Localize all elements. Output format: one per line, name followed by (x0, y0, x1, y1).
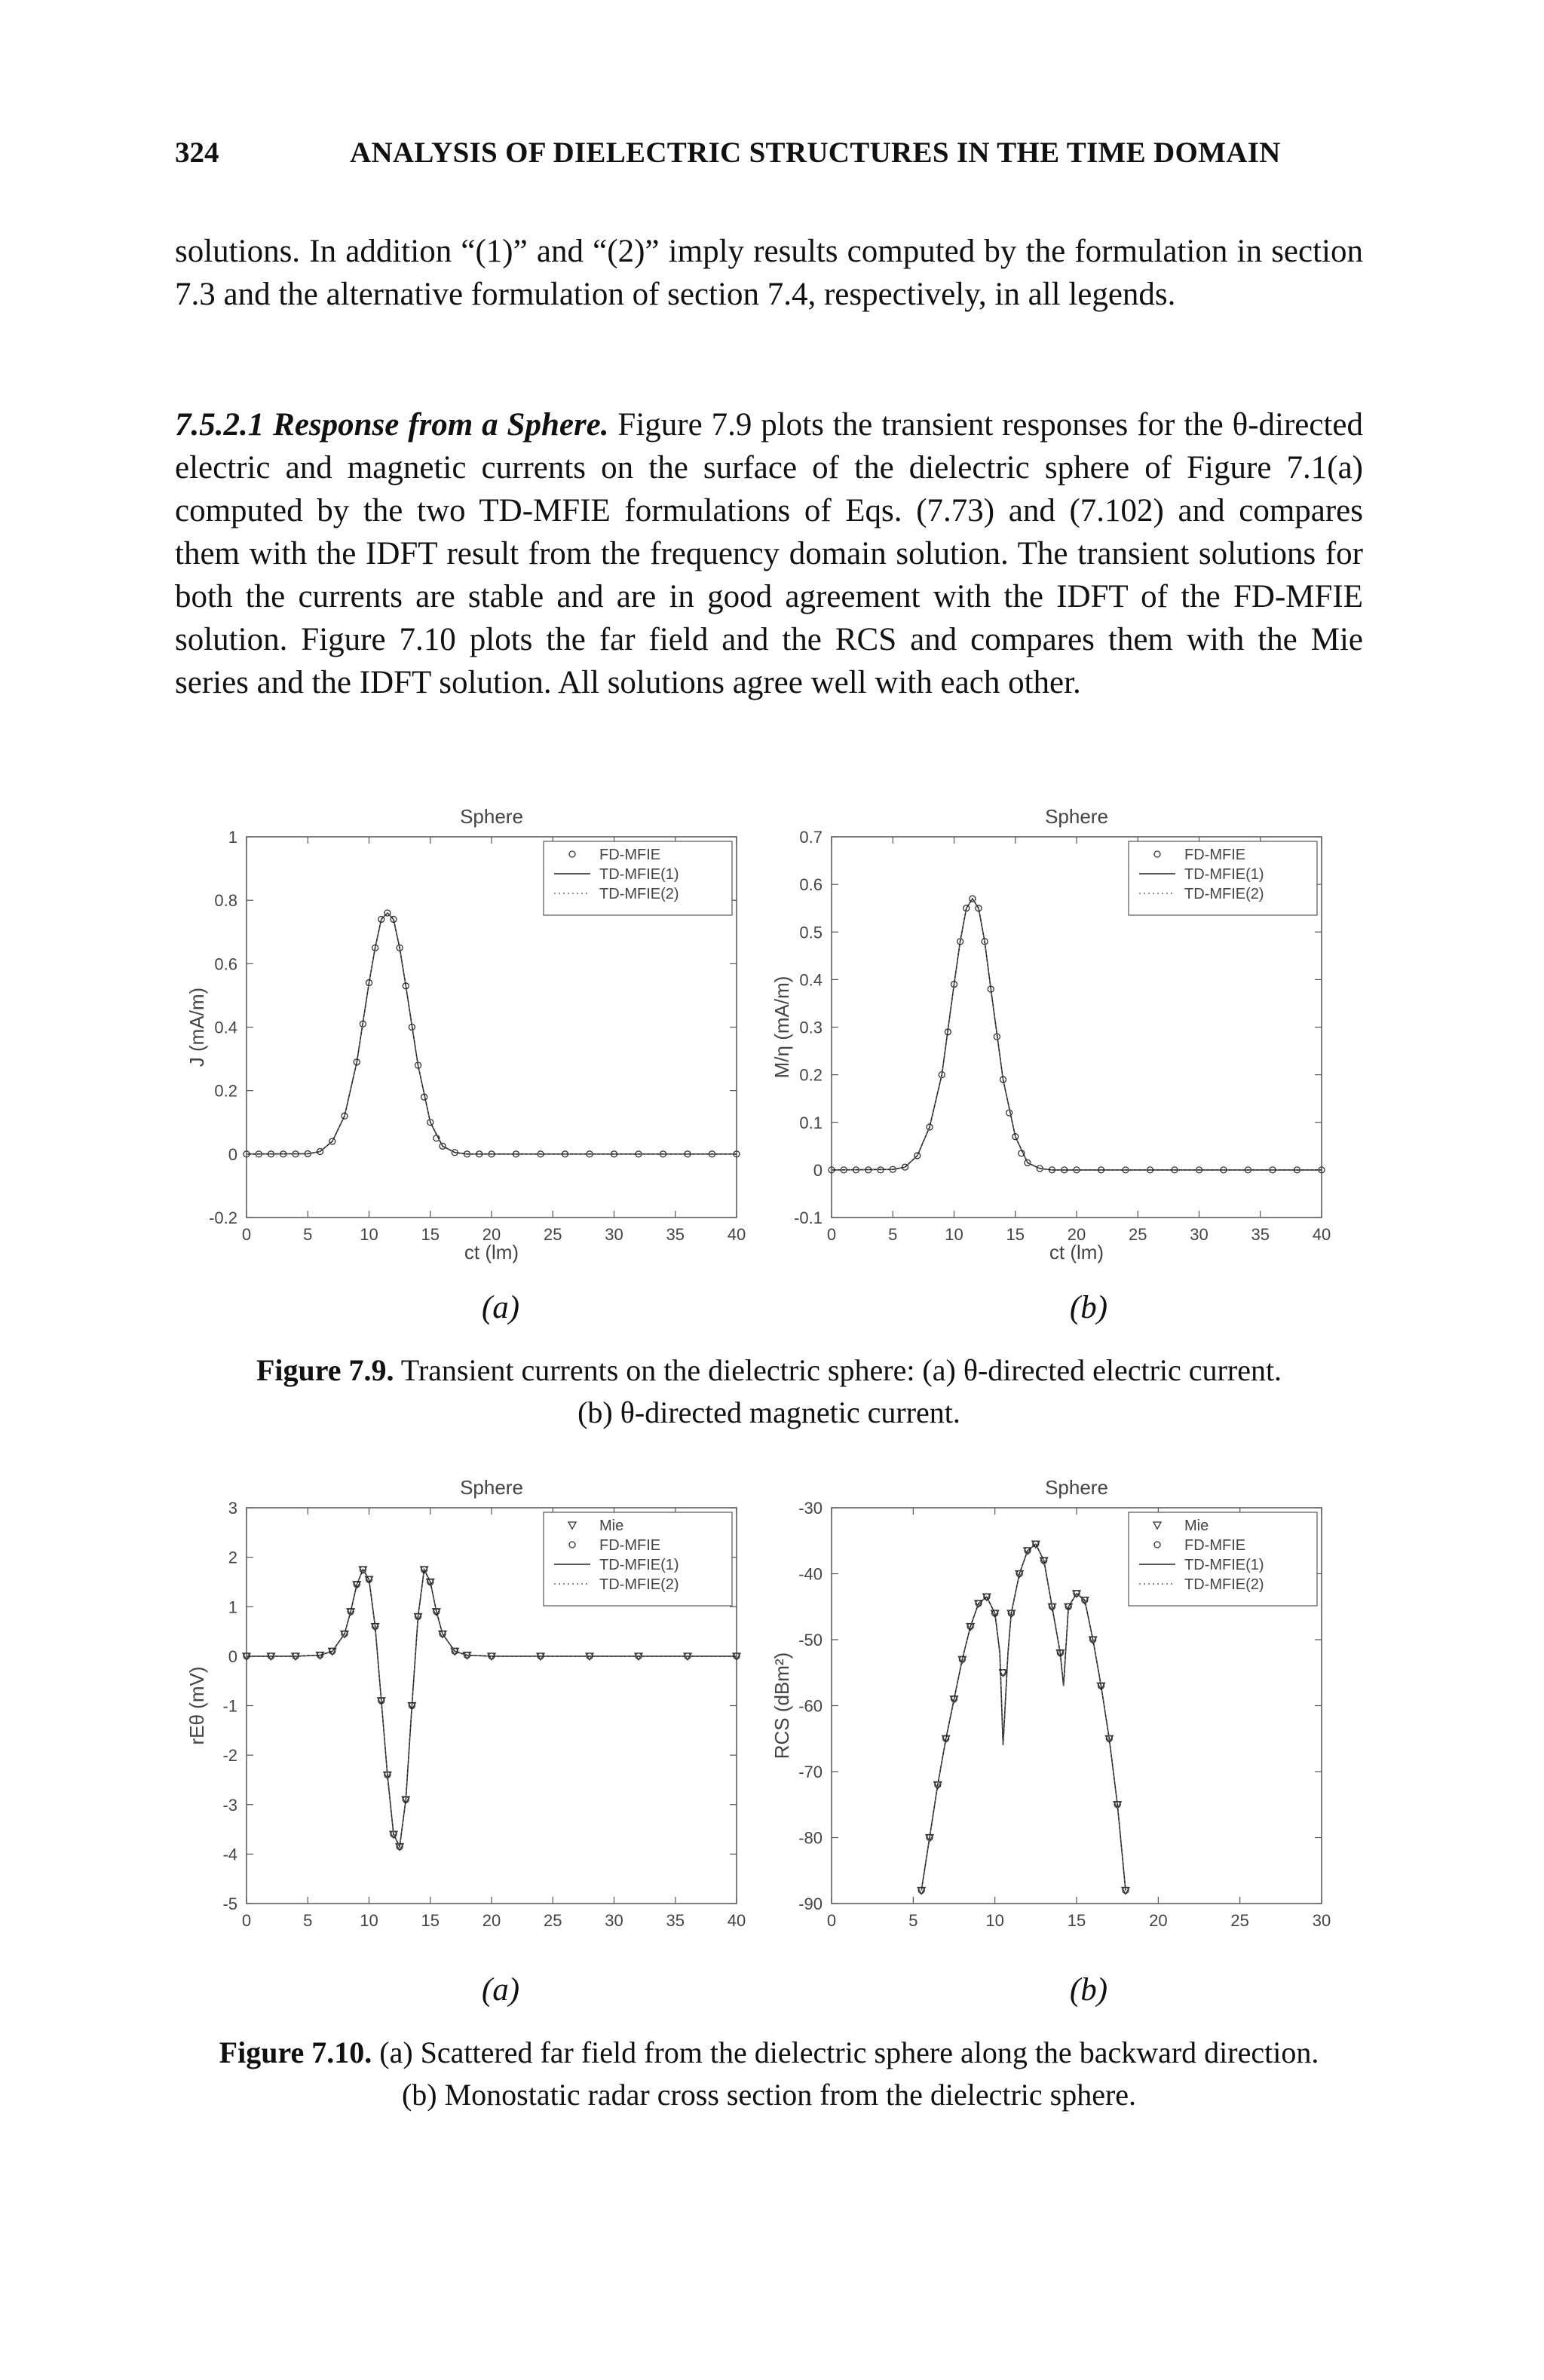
y-tick-label: -30 (798, 1499, 823, 1518)
legend-label: Mie (599, 1518, 624, 1534)
series-td-mfie-2-line (247, 1570, 737, 1847)
y-tick-label: 0.4 (214, 1018, 237, 1037)
y-tick-label: 0 (813, 1160, 823, 1180)
series-td-mfie-1-line (247, 913, 737, 1154)
y-tick-label: -80 (798, 1828, 823, 1848)
x-tick-label: 20 (1067, 1225, 1086, 1244)
y-tick-label: 0.8 (214, 891, 237, 911)
legend-label: TD-MFIE(1) (599, 1557, 679, 1573)
x-tick-label: 40 (727, 1911, 746, 1930)
fig7-10-caption (175, 2032, 1363, 2116)
y-tick-label: -40 (798, 1564, 823, 1584)
series-td-mfie-1-line (921, 1544, 1126, 1890)
fig7-10-caption-label: Figure 7.10. (219, 2035, 372, 2069)
fig7-9-caption-text1: Transient currents on the dielectric sphere: (a) θ-directed electric current. (394, 1353, 1282, 1387)
y-tick-label: 0.1 (799, 1113, 823, 1132)
legend-label: FD-MFIE (1184, 847, 1246, 863)
y-tick-label: 0.2 (214, 1081, 237, 1101)
x-tick-label: 20 (1149, 1911, 1168, 1930)
series-td-mfie-1-line (832, 899, 1322, 1170)
legend-label: Mie (1184, 1518, 1209, 1534)
x-tick-label: 5 (908, 1911, 918, 1930)
y-axis-label: rEθ (mV) (185, 1666, 208, 1745)
x-tick-label: 35 (666, 1911, 685, 1930)
chart-fig7-10b (760, 1466, 1363, 1934)
chart-title: Sphere (1045, 1476, 1108, 1499)
fig7-10-caption-line2: (b) Monostatic radar cross section from the dielectric sphere. (401, 2078, 1137, 2112)
x-tick-label: 25 (1230, 1911, 1249, 1930)
x-tick-label: 0 (826, 1911, 837, 1930)
fig7-10-sublabel-b: (b) (1069, 1972, 1108, 2008)
legend-label: TD-MFIE(1) (1184, 866, 1264, 883)
x-tick-label: 5 (303, 1225, 313, 1244)
x-tick-label: 25 (544, 1911, 562, 1930)
series-td-mfie-2-line (832, 899, 1322, 1170)
y-tick-label: -50 (798, 1631, 823, 1649)
legend-label: TD-MFIE(1) (1184, 1557, 1264, 1573)
legend-label: TD-MFIE(2) (599, 886, 679, 902)
y-tick-label: -1 (222, 1696, 237, 1716)
x-tick-label: 15 (421, 1911, 440, 1930)
y-tick-label: 0.6 (214, 954, 237, 974)
chart-fig7-10b-svg (760, 1466, 1363, 1934)
chart-fig7-10a-svg (175, 1466, 778, 1934)
x-tick-label: 30 (605, 1225, 623, 1244)
y-tick-label: -2 (222, 1746, 237, 1766)
series-td-mfie-1-line (247, 1570, 737, 1847)
x-axis-label: ct (lm) (464, 1241, 519, 1264)
x-tick-label: 10 (945, 1225, 963, 1244)
y-tick-label: 0 (228, 1144, 237, 1164)
y-tick-label: -0.2 (209, 1208, 237, 1227)
chart-fig7-9a (175, 784, 778, 1282)
fig7-10-sublabel-a: (a) (481, 1972, 520, 2008)
fig7-9-caption-label: Figure 7.9. (256, 1353, 394, 1387)
fig7-10-caption-line1 (175, 2032, 1363, 2074)
running-header (175, 136, 1363, 181)
y-tick-label: 1 (228, 828, 237, 847)
y-tick-label: 0.2 (799, 1065, 823, 1085)
chart-title: Sphere (1045, 805, 1108, 828)
x-tick-label: 0 (241, 1911, 252, 1930)
y-tick-label: 0.7 (799, 828, 823, 847)
y-axis-label: J (mA/m) (185, 987, 208, 1067)
x-tick-label: 10 (360, 1225, 378, 1244)
y-tick-label: 0.4 (799, 970, 823, 990)
y-tick-label: 0.5 (799, 923, 823, 942)
x-tick-label: 15 (1006, 1225, 1025, 1244)
x-tick-label: 30 (1190, 1225, 1209, 1244)
section-heading: 7.5.2.1 Response from a Sphere. (175, 407, 609, 443)
x-tick-label: 25 (1129, 1225, 1147, 1244)
paragraph-sphere-response (175, 403, 1363, 704)
x-tick-label: 10 (360, 1911, 378, 1930)
legend-label: FD-MFIE (599, 847, 661, 863)
x-tick-label: 5 (888, 1225, 898, 1244)
x-tick-label: 30 (1312, 1911, 1331, 1930)
y-tick-label: 2 (228, 1548, 237, 1567)
y-axis-label: RCS (dBm²) (770, 1652, 793, 1760)
x-tick-label: 40 (727, 1225, 746, 1244)
x-tick-label: 20 (482, 1225, 501, 1244)
x-tick-label: 20 (482, 1911, 501, 1930)
x-axis-label: ct (lm) (1049, 1241, 1104, 1264)
legend-label: TD-MFIE(1) (599, 866, 679, 883)
paragraph-legend-note: solutions. In addition “(1)” and “(2)” imply results computed by the formulation in section 7.3 and the alternative formulation of section 7.4, respectively, in all legends. (175, 234, 1363, 312)
y-tick-label: 0.3 (799, 1018, 823, 1037)
y-tick-label: -4 (222, 1845, 237, 1864)
legend-label: FD-MFIE (599, 1537, 661, 1554)
fig7-9-caption-line2: (b) θ-directed magnetic current. (577, 1395, 960, 1429)
y-tick-label: 1 (228, 1597, 237, 1617)
page-number: 324 (175, 136, 219, 169)
x-tick-label: 10 (985, 1911, 1004, 1930)
y-tick-label: -0.1 (794, 1208, 823, 1227)
x-tick-label: 0 (826, 1225, 837, 1244)
y-tick-label: -90 (798, 1895, 823, 1913)
chart-fig7-9b-svg (760, 784, 1363, 1282)
series-td-mfie-2-line (247, 913, 737, 1154)
chart-fig7-9b (760, 784, 1363, 1282)
x-tick-label: 5 (303, 1911, 313, 1930)
x-tick-label: 15 (421, 1225, 440, 1244)
x-tick-label: 15 (1067, 1911, 1086, 1930)
chart-fig7-10a (175, 1466, 778, 1934)
running-title: ANALYSIS OF DIELECTRIC STRUCTURES IN THE TIME DOMAIN (350, 136, 1281, 169)
fig7-9-sublabel-a: (a) (481, 1290, 520, 1325)
y-tick-label: 0.6 (799, 875, 823, 895)
y-tick-label: -5 (222, 1895, 237, 1913)
fig7-10-caption-text1: (a) Scattered far field from the dielectric sphere along the backward direction. (372, 2035, 1319, 2069)
y-tick-label: -70 (798, 1763, 823, 1781)
paragraph-body: Figure 7.9 plots the transient responses for the θ-directed electric and magnetic currents on the surface of the dielectric sphere of Figure 7.1(a) computed by the two TD-MFIE formulations of Eqs. (7.73) and (7.102) and compares them with the IDFT result from the frequency domain solution. The transient solutions for both the currents are stable and are in good agreement with the IDFT of the FD-MFIE solution. Figure 7.10 plots the far field and the RCS and compares them with the Mie series and the IDFT solution. All solutions agree well with each other. (175, 407, 1364, 700)
series-td-mfie-2-line (921, 1544, 1126, 1890)
chart-fig7-9a-svg (175, 784, 778, 1282)
x-tick-label: 30 (605, 1911, 623, 1930)
fig7-9-caption-line1 (175, 1349, 1363, 1392)
y-tick-label: -60 (798, 1696, 823, 1716)
x-tick-label: 25 (544, 1225, 562, 1244)
chart-title: Sphere (460, 805, 523, 828)
legend-label: FD-MFIE (1184, 1537, 1246, 1554)
x-tick-label: 0 (241, 1225, 252, 1244)
y-tick-label: 3 (228, 1499, 237, 1518)
legend-label: TD-MFIE(2) (1184, 886, 1264, 902)
legend-label: TD-MFIE(2) (599, 1576, 679, 1593)
fig7-9-sublabel-b: (b) (1069, 1290, 1108, 1325)
x-tick-label: 40 (1312, 1225, 1331, 1244)
legend-label: TD-MFIE(2) (1184, 1576, 1264, 1593)
y-tick-label: 0 (228, 1646, 237, 1666)
fig7-9-caption (175, 1349, 1363, 1434)
y-tick-label: -3 (222, 1795, 237, 1815)
y-axis-label: M/η (mA/m) (770, 976, 793, 1079)
x-tick-label: 35 (1251, 1225, 1270, 1244)
x-tick-label: 35 (666, 1225, 685, 1244)
chart-title: Sphere (460, 1476, 523, 1499)
